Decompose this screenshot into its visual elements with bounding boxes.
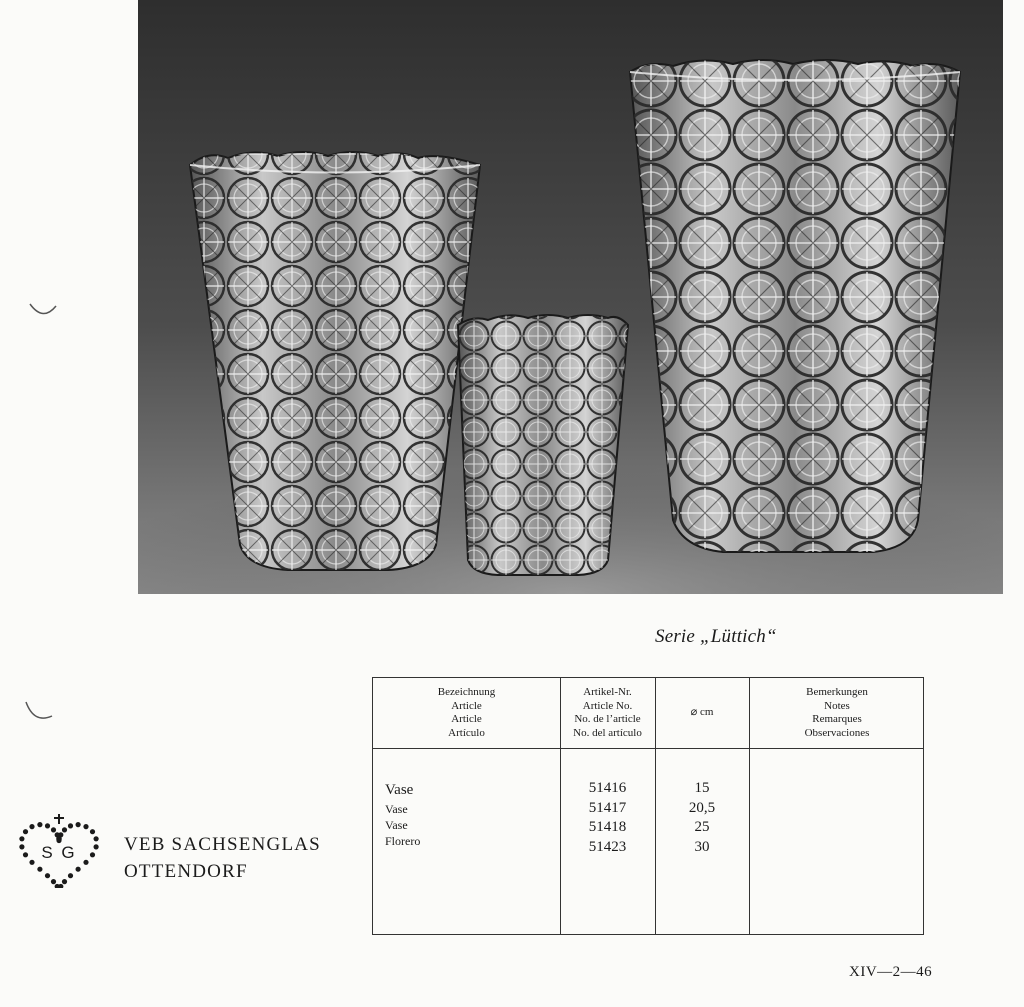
logo-dot [37,867,42,872]
logo-letters: S G [41,843,77,862]
table-cell-diameter: 20,5 [688,799,716,816]
logo-dot [68,873,73,878]
header-article [373,686,560,740]
header-line: Artikel-Nr. [583,686,632,698]
series-title: Serie „Lüttich“ [655,626,777,647]
logo-dot [19,844,24,849]
logo-dot [83,860,88,865]
logo-dot [51,827,56,832]
logo-dot [90,829,95,834]
company-line-2: OTTENDORF [124,861,248,882]
logo-dot [51,879,56,884]
header-notes [749,686,925,740]
header-line: No. de l’article [574,713,641,725]
header-line: Article No. [582,699,633,712]
table-cell-number: 51416 [588,780,627,796]
logo-dot [68,823,73,828]
table-cell-diameter: 30 [694,838,710,855]
vase-small [458,315,628,575]
logo-dot [62,879,67,884]
column-diameter [655,779,749,857]
header-line: No. del artículo [573,726,642,739]
logo-dot [62,827,67,832]
table-cell-number: 51418 [588,819,627,835]
punch-hole-top [28,300,58,322]
table-cell-diameter: 25 [694,819,710,835]
vase-large [630,60,960,552]
table-cell-diameter: 15 [694,780,710,796]
table-cell-article: Florero [385,834,421,848]
table-cell-number: 51423 [588,838,627,855]
header-line: Article [451,699,482,712]
product-photo [138,0,1003,594]
company-name [124,831,321,885]
page-reference: XIV—2—46 [849,964,933,980]
table-cell-article: Vase [385,818,408,832]
logo-dot [76,867,81,872]
logo-dot [19,836,24,841]
logo-dot [45,823,50,828]
logo-dot [94,836,99,841]
header-line: Notes [824,699,850,712]
column-number [560,779,655,857]
logo-dot [23,829,28,834]
table-cell-number: 51417 [588,799,627,816]
header-line: Observaciones [804,726,870,739]
column-article [385,779,420,849]
header-line: Artículo [448,726,485,739]
header-article-number [560,686,655,740]
logo-dot [45,873,50,878]
table-cell-article: Vase [385,802,408,816]
header-diameter: ⌀ cm [690,706,714,718]
logo-dot [94,844,99,849]
logo-dot [83,824,88,829]
product-table [372,677,924,935]
company-line-1: VEB SACHSENGLAS [124,834,321,855]
logo-dot [29,860,34,865]
table-cell-article: Vase [385,782,414,798]
logo-dot [90,852,95,857]
punch-hole-bottom [24,700,54,722]
logo-dot [23,852,28,857]
header-line: Bezeichnung [437,686,496,698]
table-header-rule [373,748,923,749]
sachsenglas-logo [18,812,100,888]
header-line: Remarques [812,713,862,725]
logo-dot [76,822,81,827]
logo-dot [29,824,34,829]
logo-dot [56,836,61,841]
logo-dot [37,822,42,827]
header-line: Article [451,713,482,725]
logo-dot [55,884,60,888]
header-line: Bemerkungen [806,686,868,698]
